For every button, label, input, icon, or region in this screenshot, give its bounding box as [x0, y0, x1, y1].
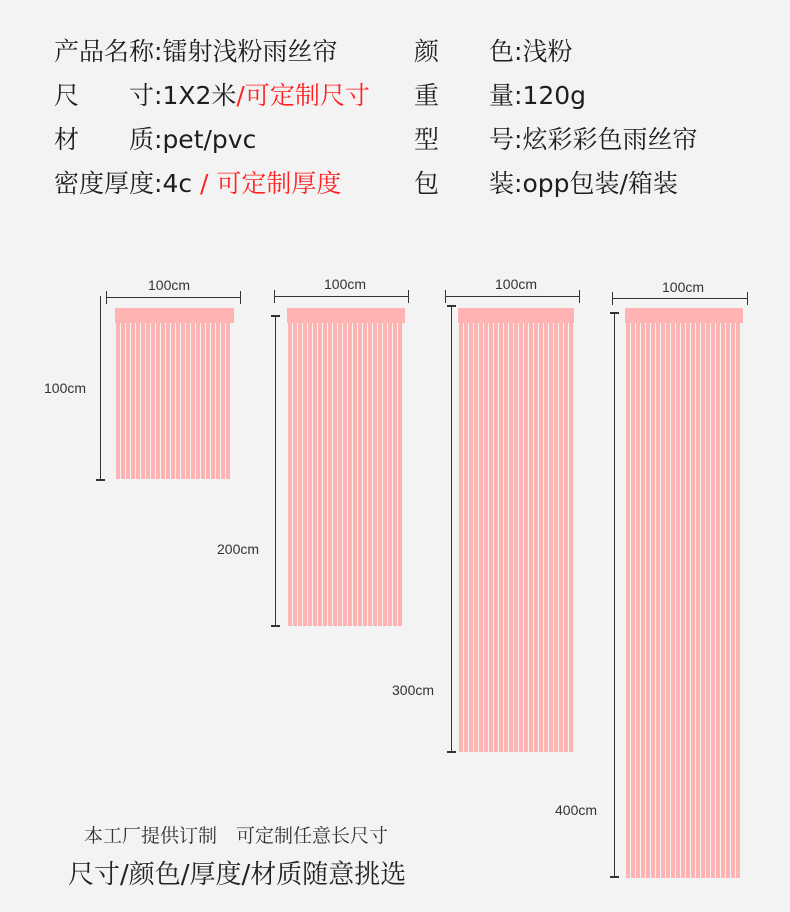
curtain-strand [646, 323, 650, 878]
curtain-100cm [115, 308, 234, 479]
curtain-strand [388, 323, 392, 626]
custom-order-note: 本工厂提供订制 可定制任意长尺寸 [84, 825, 389, 847]
curtain-strand [398, 323, 402, 626]
spec-value: 1X2米 [162, 81, 237, 110]
curtain-strand [681, 323, 685, 878]
curtain-strand [484, 323, 488, 752]
curtain-strand [504, 323, 508, 752]
curtain-strand [519, 323, 523, 752]
spec-custom-note: / 可定制厚度 [192, 169, 342, 198]
width-dimension-line [106, 297, 241, 298]
spec-value: 镭射浅粉雨丝帘 [162, 37, 338, 66]
curtain-strand [116, 323, 120, 479]
spec-product-name [54, 37, 337, 67]
curtain-strand [479, 323, 483, 752]
curtain-header-bar [287, 308, 405, 323]
width-label: 100cm [662, 279, 705, 295]
curtain-strand [328, 323, 332, 626]
curtain-300cm [458, 308, 574, 752]
curtain-strand [136, 323, 140, 479]
curtain-strand [176, 323, 180, 479]
width-label: 100cm [148, 277, 191, 293]
curtain-strand [323, 323, 327, 626]
spec-value: 浅粉 [522, 37, 573, 66]
curtain-strand [161, 323, 165, 479]
curtain-strand [626, 323, 630, 878]
curtain-strand [196, 323, 200, 479]
dimension-tick [579, 290, 580, 303]
curtain-strand [383, 323, 387, 626]
curtain-strand [509, 323, 513, 752]
curtain-strand [641, 323, 645, 878]
height-label: 100cm [44, 380, 87, 396]
curtain-strand [661, 323, 665, 878]
spec-material [54, 125, 256, 155]
curtain-strand [363, 323, 367, 626]
curtain-strand [731, 323, 735, 878]
curtain-strand [514, 323, 518, 752]
curtain-strand [564, 323, 568, 752]
curtain-strand [469, 323, 473, 752]
curtain-header-bar [115, 308, 234, 323]
curtain-strand [569, 323, 573, 752]
curtain-strand [676, 323, 680, 878]
spec-model [414, 125, 697, 155]
curtain-strand [696, 323, 700, 878]
curtain-strand [333, 323, 337, 626]
curtain-strand [131, 323, 135, 479]
height-dimension-line [451, 306, 452, 752]
curtain-strand [544, 323, 548, 752]
spec-value: 炫彩彩色雨丝帘 [522, 125, 698, 154]
width-dimension-line [445, 296, 580, 297]
curtain-strand [313, 323, 317, 626]
curtain-strand [373, 323, 377, 626]
dimension-tick [240, 291, 241, 304]
curtain-strand [353, 323, 357, 626]
height-dimension-line [614, 313, 615, 877]
custom-options-note: 尺寸/颜色/厚度/材质随意挑选 [68, 860, 407, 890]
curtain-strand [221, 323, 225, 479]
curtain-strand [156, 323, 160, 479]
spec-label: 尺 寸: [54, 81, 163, 110]
curtain-strand [459, 323, 463, 752]
curtain-strand [716, 323, 720, 878]
curtain-strand [378, 323, 382, 626]
curtain-header-bar [625, 308, 743, 323]
dimension-tick [408, 290, 409, 303]
curtain-strand [489, 323, 493, 752]
curtain-strand [318, 323, 322, 626]
width-label: 100cm [324, 276, 367, 292]
curtain-strand [686, 323, 690, 878]
curtain-strand [226, 323, 230, 479]
curtain-strand [554, 323, 558, 752]
curtain-strand [701, 323, 705, 878]
curtain-strand [524, 323, 528, 752]
spec-weight [414, 81, 586, 111]
curtain-strand [146, 323, 150, 479]
curtain-strand [126, 323, 130, 479]
width-dimension-line [612, 298, 748, 299]
curtain-strand [559, 323, 563, 752]
curtain-strand [549, 323, 553, 752]
curtain-strand [201, 323, 205, 479]
spec-label: 产品名称: [54, 37, 163, 66]
curtain-strand [181, 323, 185, 479]
dimension-tick [747, 292, 748, 305]
curtain-strand [666, 323, 670, 878]
curtain-strand [534, 323, 538, 752]
dimension-tick [271, 315, 280, 317]
spec-value: 120g [522, 81, 587, 110]
spec-size [54, 81, 370, 111]
dimension-tick [271, 625, 280, 627]
height-label: 200cm [217, 541, 260, 557]
curtain-strand [651, 323, 655, 878]
curtain-strand [691, 323, 695, 878]
curtain-strand [211, 323, 215, 479]
curtain-strand [474, 323, 478, 752]
curtain-strand [393, 323, 397, 626]
curtain-strand [288, 323, 292, 626]
curtain-header-bar [458, 308, 574, 323]
curtain-strand [529, 323, 533, 752]
curtain-strand [494, 323, 498, 752]
spec-value: pet/pvc [162, 125, 257, 154]
curtain-strand [348, 323, 352, 626]
curtain-strand [636, 323, 640, 878]
curtain-strand [308, 323, 312, 626]
spec-label: 材 质: [54, 125, 163, 154]
dimension-tick [610, 876, 619, 878]
curtain-strand [736, 323, 740, 878]
width-label: 100cm [495, 276, 538, 292]
dimension-tick [96, 479, 105, 481]
curtain-strand [499, 323, 503, 752]
spec-custom-note: /可定制尺寸 [236, 81, 370, 110]
curtain-strand [171, 323, 175, 479]
spec-label: 颜 色: [414, 37, 523, 66]
curtain-strand [464, 323, 468, 752]
spec-label: 型 号: [414, 125, 523, 154]
curtain-strand [206, 323, 210, 479]
curtain-strand [186, 323, 190, 479]
curtain-strand [141, 323, 145, 479]
curtain-strand [216, 323, 220, 479]
height-label: 400cm [555, 802, 598, 818]
curtain-strand [539, 323, 543, 752]
spec-color [414, 37, 572, 67]
width-dimension-line [274, 296, 409, 297]
dimension-tick [106, 291, 107, 304]
height-dimension-line [100, 296, 101, 480]
curtain-strand [726, 323, 730, 878]
curtain-strand [303, 323, 307, 626]
spec-label: 重 量: [414, 81, 523, 110]
curtain-strand [293, 323, 297, 626]
dimension-tick [612, 292, 613, 305]
curtain-strand [151, 323, 155, 479]
curtain-strand [338, 323, 342, 626]
curtain-strand [656, 323, 660, 878]
curtain-strand [358, 323, 362, 626]
curtain-strand [711, 323, 715, 878]
dimension-tick [445, 290, 446, 303]
curtain-strand [671, 323, 675, 878]
curtain-strand [191, 323, 195, 479]
curtain-200cm [287, 308, 405, 626]
spec-package [414, 169, 678, 199]
curtain-400cm [625, 308, 743, 878]
curtain-strand [721, 323, 725, 878]
spec-thickness [54, 169, 341, 199]
curtain-strand [298, 323, 302, 626]
height-label: 300cm [392, 682, 435, 698]
height-dimension-line [275, 316, 276, 626]
curtain-strand [706, 323, 710, 878]
curtain-strand [121, 323, 125, 479]
spec-label: 密度厚度: [54, 169, 163, 198]
dimension-tick [274, 290, 275, 303]
dimension-tick [447, 751, 456, 753]
curtain-strand [166, 323, 170, 479]
dimension-tick [610, 312, 619, 314]
spec-value: opp包装/箱装 [522, 169, 678, 198]
curtain-strand [368, 323, 372, 626]
spec-label: 包 装: [414, 169, 523, 198]
spec-value: 4c [162, 169, 193, 198]
dimension-tick [447, 305, 456, 307]
curtain-strand [631, 323, 635, 878]
curtain-strand [343, 323, 347, 626]
